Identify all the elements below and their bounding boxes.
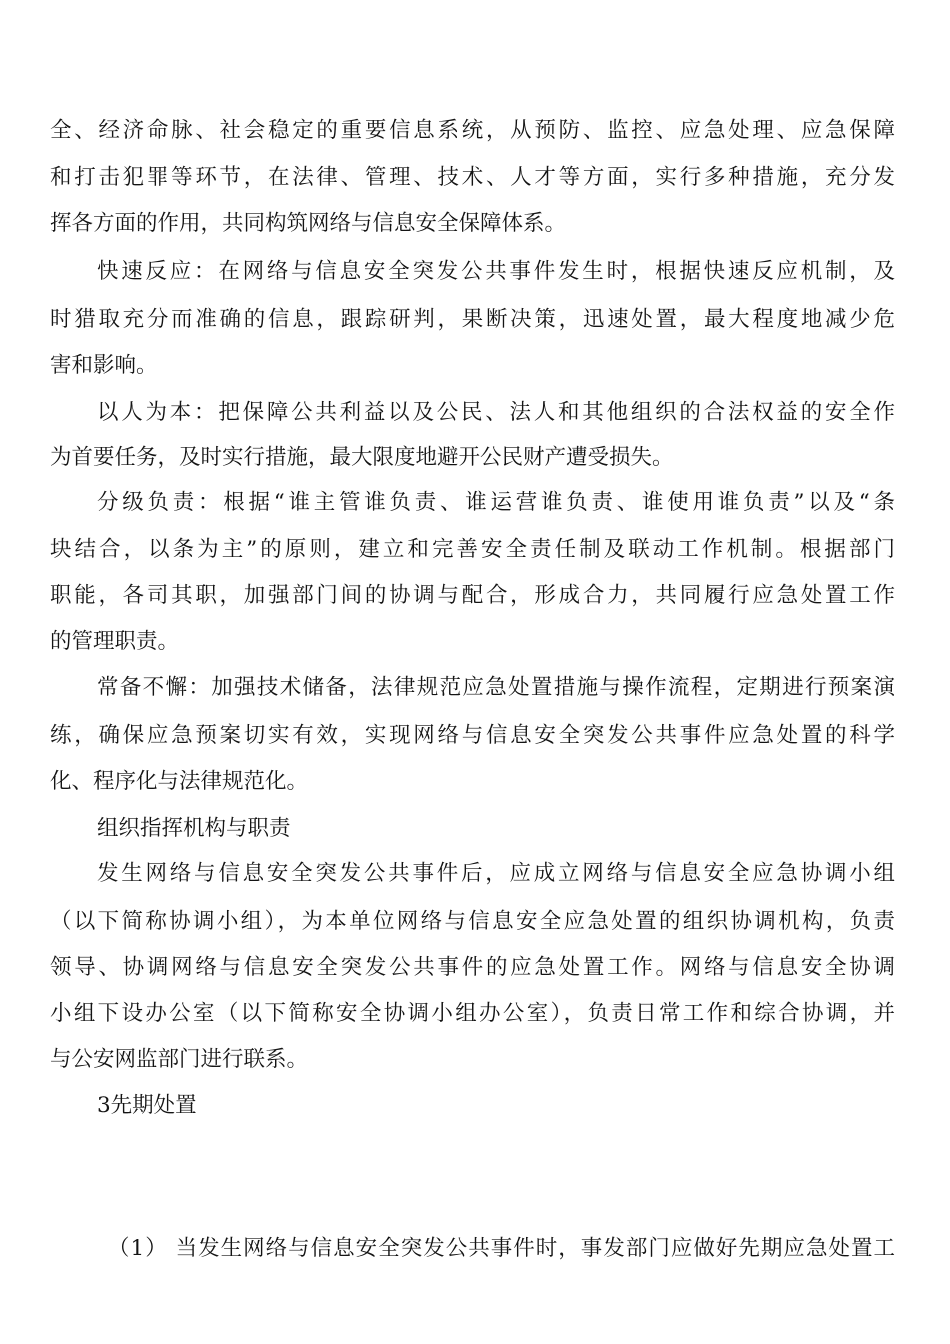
paragraph-rapid-response-line-3: 害和影响。 (50, 353, 158, 378)
paragraph-organization-line-4: 小组下设办公室（以下简称安全协调小组办公室），负责日常工作和综合协调，并 (50, 1001, 895, 1026)
paragraph-preparedness-line-1: 常备不懈：加强技术储备，法律规范应急处置措施与操作流程，定期进行预案演 (97, 675, 895, 700)
paragraph-graded-responsibility-line-1: 分级负责：根据“谁主管谁负责、谁运营谁负责、谁使用谁负责”以及“条 (97, 490, 895, 515)
list-item-1-line-1: （1） 当发生网络与信息安全突发公共事件时，事发部门应做好先期应急处置工 (108, 1236, 895, 1261)
paragraph-graded-responsibility-line-3: 职能，各司其职，加强部门间的协调与配合，形成合力，共同履行应急处置工作 (50, 583, 895, 608)
paragraph-organization-line-3: 领导、协调网络与信息安全突发公共事件的应急处置工作。网络与信息安全协调 (50, 955, 895, 980)
paragraph-people-oriented-line-1: 以人为本：把保障公共利益以及公民、法人和其他组织的合法权益的安全作 (97, 400, 895, 425)
paragraph-organization-line-1: 发生网络与信息安全突发公共事件后，应成立网络与信息安全应急协调小组 (97, 861, 895, 886)
paragraph-preparedness-line-3: 化、程序化与法律规范化。 (50, 769, 309, 794)
paragraph-rapid-response-line-2: 时猎取充分而准确的信息，跟踪研判，果断决策，迅速处置，最大程度地减少危 (50, 307, 895, 332)
paragraph-graded-responsibility-line-4: 的管理职责。 (50, 629, 180, 654)
paragraph-preparedness-line-2: 练，确保应急预案切实有效，实现网络与信息安全突发公共事件应急处置的科学 (50, 723, 895, 748)
paragraph-rapid-response-line-1: 快速反应：在网络与信息安全突发公共事件发生时，根据快速反应机制，及 (97, 259, 895, 284)
paragraph-people-oriented-line-2: 为首要任务，及时实行措施，最大限度地避开公民财产遭受损失。 (50, 445, 674, 470)
paragraph-organization-line-5: 与公安网监部门进行联系。 (50, 1047, 309, 1072)
paragraph-principle-intro-line-2: 和打击犯罪等环节，在法律、管理、技术、人才等方面，实行多种措施，充分发 (50, 165, 895, 190)
paragraph-organization-line-2: （以下简称协调小组），为本单位网络与信息安全应急处置的组织协调机构，负责 (50, 909, 895, 934)
paragraph-graded-responsibility-line-2: 块结合，以条为主”的原则，建立和完善安全责任制及联动工作机制。根据部门 (50, 537, 895, 562)
paragraph-principle-intro-line-3: 挥各方面的作用，共同构筑网络与信息安全保障体系。 (50, 211, 567, 236)
paragraph-principle-intro-line-1: 全、经济命脉、社会稳定的重要信息系统，从预防、监控、应急处理、应急保障 (50, 118, 895, 143)
section-heading-organization: 组织指挥机构与职责 (97, 816, 291, 841)
section-heading-initial-response: 3先期处置 (97, 1093, 197, 1118)
